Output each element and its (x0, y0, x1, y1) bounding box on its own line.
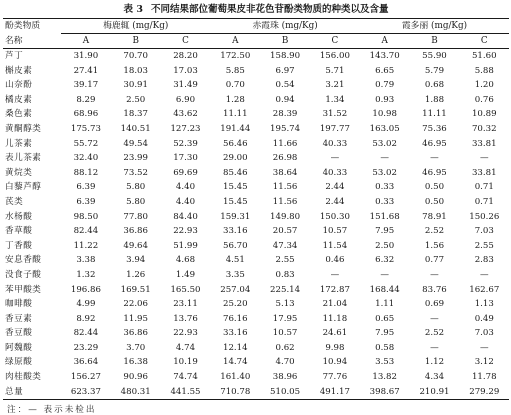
value-cell: — (380, 269, 389, 280)
compound-name-cell: 芦丁 (5, 51, 24, 61)
table-row (3, 253, 509, 268)
value-cell: 13.82 (372, 372, 397, 383)
value-cell: 8.92 (76, 313, 96, 324)
value-cell: — (479, 269, 489, 280)
value-cell: 196.86 (70, 284, 101, 295)
compound-name-cell: 咖啡酸 (5, 299, 33, 310)
value-cell: 7.03 (474, 328, 494, 339)
header-position: A (61, 34, 111, 49)
compound-name-cell: 苯甲酸类 (5, 284, 42, 295)
value-cell: 6.39 (76, 196, 96, 207)
value-cell: 168.44 (369, 284, 400, 295)
value-cell: 11.78 (471, 372, 497, 383)
value-cell: 11.56 (272, 196, 298, 207)
value-cell: 172.50 (220, 51, 251, 61)
value-cell: 10.98 (372, 109, 397, 120)
value-cell: 10.57 (322, 226, 348, 237)
value-cell: 172.87 (319, 284, 350, 295)
value-cell: 17.30 (173, 153, 198, 164)
value-cell: 40.33 (322, 167, 348, 178)
value-cell: 175.73 (70, 123, 101, 134)
table-body (3, 49, 509, 400)
table-row (3, 239, 509, 254)
table-row (3, 297, 509, 312)
value-cell: 398.67 (360, 385, 410, 400)
value-cell: 191.44 (220, 123, 251, 134)
value-cell: 70.32 (471, 123, 497, 134)
compound-name-cell: 水杨酸 (5, 211, 33, 222)
value-cell: 710.78 (210, 385, 260, 400)
value-cell: 36.64 (73, 357, 99, 368)
compound-name-cell: 没食子酸 (5, 269, 42, 280)
value-cell: 31.49 (173, 80, 198, 91)
value-cell: 151.68 (369, 211, 400, 222)
value-cell: 11.54 (322, 240, 348, 251)
value-cell: 22.06 (123, 299, 148, 310)
header-position: A (210, 34, 260, 49)
value-cell: 0.65 (375, 313, 395, 324)
value-cell: 98.50 (73, 211, 99, 222)
value-cell: 197.77 (319, 123, 350, 134)
value-cell: 0.62 (275, 342, 295, 353)
table-row (3, 268, 509, 283)
header-group-merlot: 梅鹿辄 (mg/Kg) (61, 19, 210, 34)
table-row (3, 210, 509, 225)
value-cell: 10.94 (322, 357, 348, 368)
compound-name-cell: 香豆素 (5, 313, 33, 324)
table-row (3, 355, 509, 370)
value-cell: 55.72 (73, 138, 99, 149)
value-cell: 28.20 (173, 51, 198, 61)
value-cell: 3.12 (474, 357, 494, 368)
value-cell: 30.91 (123, 80, 148, 91)
value-cell: 0.50 (424, 196, 445, 207)
value-cell: 1.13 (474, 299, 494, 310)
table-row (3, 385, 509, 400)
value-cell: 156.27 (70, 372, 101, 383)
table-row (3, 107, 509, 122)
value-cell: 1.28 (225, 94, 245, 105)
value-cell: 52.39 (173, 138, 198, 149)
value-cell: 3.35 (225, 269, 245, 280)
value-cell: 0.71 (474, 196, 494, 207)
value-cell: 225.14 (270, 284, 301, 295)
table-row (3, 151, 509, 166)
value-cell: 84.40 (173, 211, 198, 222)
value-cell: 26.98 (272, 153, 298, 164)
value-cell: 6.65 (375, 65, 395, 76)
table-row (3, 370, 509, 385)
compound-name-cell: 橘皮素 (5, 94, 33, 105)
value-cell: 7.03 (474, 226, 494, 237)
value-cell: 53.02 (372, 138, 397, 149)
value-cell: 49.54 (123, 138, 148, 149)
value-cell: 0.76 (474, 94, 494, 105)
value-cell: 0.54 (275, 80, 295, 91)
value-cell: 149.80 (270, 211, 301, 222)
header-group-chardonnay: 霞多丽 (mg/Kg) (360, 19, 509, 34)
value-cell: 11.56 (272, 182, 298, 193)
value-cell: 0.69 (424, 299, 445, 310)
header-row-groups (3, 19, 509, 34)
value-cell: 165.50 (170, 284, 201, 295)
value-cell: 2.83 (474, 255, 494, 266)
document-page (3, 0, 509, 415)
value-cell: 69.69 (173, 167, 198, 178)
compound-name-cell: 肉桂酸类 (5, 372, 42, 383)
value-cell: 33.81 (471, 167, 497, 178)
value-cell: 43.62 (173, 109, 198, 120)
value-cell: 0.79 (375, 80, 395, 91)
compound-name-cell: 黄酮醇类 (5, 123, 42, 134)
value-cell: 5.80 (126, 196, 146, 207)
table-title: 不同结果部位葡萄果皮非花色苷酚类物质的种类以及含量 (150, 4, 389, 15)
value-cell: 4.40 (175, 196, 196, 207)
value-cell: 2.52 (424, 328, 445, 339)
value-cell: 6.39 (76, 182, 96, 193)
table-row (3, 312, 509, 327)
value-cell: 90.96 (123, 372, 148, 383)
value-cell: 7.95 (375, 328, 395, 339)
value-cell: 3.53 (375, 357, 395, 368)
header-position: A (360, 34, 410, 49)
compound-name-cell: 槲皮素 (5, 65, 33, 76)
table-row (3, 180, 509, 195)
value-cell: 10.19 (173, 357, 198, 368)
value-cell: — (380, 153, 389, 164)
value-cell: — (479, 342, 489, 353)
value-cell: 2.50 (375, 240, 395, 251)
value-cell: 0.68 (424, 80, 445, 91)
value-cell: 77.80 (123, 211, 148, 222)
value-cell: 279.29 (459, 385, 509, 400)
table-row (3, 326, 509, 341)
value-cell: 29.00 (222, 153, 248, 164)
compound-name-cell: 香草酸 (5, 226, 33, 237)
value-cell: 23.11 (173, 299, 198, 310)
value-cell: 1.56 (424, 240, 445, 251)
value-cell: 127.23 (170, 123, 201, 134)
value-cell: 3.21 (325, 80, 345, 91)
value-cell: 8.29 (76, 94, 96, 105)
value-cell: 31.52 (322, 109, 348, 120)
value-cell: 40.33 (322, 138, 348, 149)
value-cell: 31.90 (73, 51, 99, 61)
header-position: B (410, 34, 460, 49)
value-cell: 0.93 (375, 94, 395, 105)
value-cell: 3.38 (76, 255, 96, 266)
value-cell: 0.33 (375, 182, 395, 193)
header-position: B (260, 34, 310, 49)
value-cell: 38.96 (272, 372, 298, 383)
value-cell: 9.98 (325, 342, 345, 353)
value-cell: 46.95 (422, 167, 447, 178)
table-note: 注：— 表示未检出 (7, 405, 97, 415)
value-cell: 83.76 (422, 284, 447, 295)
value-cell: 0.77 (424, 255, 445, 266)
value-cell: 21.04 (322, 299, 348, 310)
value-cell: 16.38 (123, 357, 148, 368)
table-row (3, 78, 509, 93)
value-cell: 0.58 (375, 342, 395, 353)
value-cell: 51.99 (173, 240, 198, 251)
value-cell: 2.55 (275, 255, 295, 266)
value-cell: 11.22 (73, 240, 99, 251)
value-cell: 20.57 (272, 226, 298, 237)
value-cell: 68.96 (73, 109, 99, 120)
value-cell: 2.50 (126, 94, 146, 105)
value-cell: 441.55 (161, 385, 211, 400)
value-cell: 32.40 (73, 153, 99, 164)
table-row (3, 49, 509, 64)
value-cell: 15.45 (222, 182, 248, 193)
value-cell: 12.14 (222, 342, 248, 353)
value-cell: 39.17 (73, 80, 99, 91)
value-cell: 13.76 (173, 313, 198, 324)
value-cell: 5.13 (275, 299, 295, 310)
value-cell: 33.16 (222, 328, 248, 339)
compound-name-cell: 山奈酚 (5, 80, 33, 91)
table-row (3, 224, 509, 239)
value-cell: 5.71 (325, 65, 345, 76)
value-cell: 0.83 (275, 269, 295, 280)
value-cell: 22.93 (173, 328, 198, 339)
value-cell: 4.68 (175, 255, 196, 266)
table-row (3, 93, 509, 108)
value-cell: 77.76 (322, 372, 348, 383)
value-cell: 1.12 (424, 357, 445, 368)
table-caption (3, 2, 509, 18)
value-cell: 0.50 (424, 182, 445, 193)
compound-name-cell: 芪类 (5, 196, 24, 207)
value-cell: 210.91 (410, 385, 460, 400)
value-cell: 2.52 (424, 226, 445, 237)
value-cell: 158.90 (270, 51, 301, 61)
compound-name-cell: 表儿茶素 (5, 153, 42, 164)
value-cell: 5.80 (126, 182, 146, 193)
value-cell: 11.18 (322, 313, 348, 324)
value-cell: 510.05 (260, 385, 310, 400)
table-row (3, 122, 509, 137)
header-group-cabernet: 赤霞珠 (mg/Kg) (210, 19, 359, 34)
compound-name-cell: 儿茶素 (5, 138, 33, 149)
value-cell: — (430, 313, 439, 324)
value-cell: 4.51 (225, 255, 245, 266)
value-cell: 53.02 (372, 167, 397, 178)
value-cell: 1.34 (325, 94, 345, 105)
header-position: C (459, 34, 509, 49)
table-row (3, 341, 509, 356)
value-cell: 150.30 (319, 211, 350, 222)
value-cell: 49.64 (123, 240, 148, 251)
value-cell: 56.70 (222, 240, 248, 251)
value-cell: 163.05 (369, 123, 400, 134)
value-cell: 1.49 (175, 269, 196, 280)
value-cell: 143.70 (369, 51, 400, 61)
value-cell: — (430, 342, 439, 353)
value-cell: 4.34 (424, 372, 445, 383)
compound-name-cell: 桑色素 (5, 109, 33, 120)
value-cell: 140.51 (120, 123, 151, 134)
value-cell: 22.93 (173, 226, 198, 237)
header-position: C (310, 34, 360, 49)
value-cell: 18.37 (123, 109, 148, 120)
value-cell: 11.95 (123, 313, 148, 324)
value-cell: 6.32 (375, 255, 395, 266)
value-cell: 6.97 (275, 65, 295, 76)
value-cell: 1.26 (126, 269, 146, 280)
value-cell: 46.95 (422, 138, 447, 149)
value-cell: 7.95 (375, 226, 395, 237)
header-position: B (111, 34, 161, 49)
value-cell: 2.44 (325, 182, 345, 193)
compound-name-cell: 阿魏酸 (5, 342, 33, 353)
value-cell: 25.20 (222, 299, 248, 310)
value-cell: 38.64 (272, 167, 298, 178)
value-cell: — (479, 153, 489, 164)
value-cell: — (330, 269, 340, 280)
value-cell: 169.51 (120, 284, 151, 295)
value-cell: 2.44 (325, 196, 345, 207)
value-cell: 36.86 (123, 328, 148, 339)
value-cell: 0.46 (325, 255, 345, 266)
value-cell: 36.86 (123, 226, 148, 237)
header-row-positions (3, 34, 509, 49)
value-cell: 55.90 (422, 51, 447, 61)
compound-name-cell: 白藜芦醇 (5, 182, 42, 193)
value-cell: 78.91 (422, 211, 447, 222)
value-cell: 0.71 (474, 182, 494, 193)
value-cell: 28.39 (272, 109, 298, 120)
value-cell: — (330, 153, 340, 164)
compound-name-cell: 香豆酸 (5, 328, 33, 339)
compound-name-cell: 安息香酸 (5, 255, 42, 266)
table-number: 表 3 (123, 4, 143, 15)
value-cell: 0.94 (275, 94, 295, 105)
value-cell: 14.74 (222, 357, 248, 368)
value-cell: 257.04 (220, 284, 251, 295)
value-cell: 33.16 (222, 226, 248, 237)
value-cell: 159.31 (220, 211, 251, 222)
header-compound-class: 酚类物质 (3, 19, 61, 34)
value-cell: 4.40 (175, 182, 196, 193)
value-cell: 27.41 (73, 65, 99, 76)
value-cell: 10.89 (471, 109, 497, 120)
value-cell: 10.57 (272, 328, 298, 339)
header-position: C (161, 34, 211, 49)
value-cell: 18.03 (123, 65, 148, 76)
value-cell: 23.99 (123, 153, 148, 164)
table-row (3, 137, 509, 152)
value-cell: — (430, 269, 439, 280)
value-cell: 1.32 (76, 269, 96, 280)
value-cell: 1.88 (424, 94, 445, 105)
compound-name-cell: 绿原酸 (5, 357, 33, 368)
value-cell: 5.85 (225, 65, 245, 76)
value-cell: 491.17 (310, 385, 360, 400)
value-cell: 82.44 (73, 328, 99, 339)
value-cell: 23.29 (73, 342, 99, 353)
value-cell: 0.33 (375, 196, 395, 207)
value-cell: 75.36 (422, 123, 447, 134)
value-cell: 0.70 (225, 80, 245, 91)
value-cell: 195.74 (270, 123, 301, 134)
value-cell: 6.90 (175, 94, 196, 105)
value-cell: 5.88 (474, 65, 494, 76)
table-row (3, 64, 509, 79)
value-cell: 3.70 (126, 342, 146, 353)
value-cell: 162.67 (469, 284, 500, 295)
value-cell: — (430, 153, 439, 164)
value-cell: 51.60 (471, 51, 497, 61)
value-cell: 5.79 (424, 65, 445, 76)
value-cell: 156.00 (319, 51, 350, 61)
value-cell: 47.34 (272, 240, 298, 251)
value-cell: 480.31 (111, 385, 161, 400)
value-cell: 70.70 (123, 51, 148, 61)
value-cell: 4.99 (76, 299, 96, 310)
value-cell: 88.12 (73, 167, 99, 178)
value-cell: 15.45 (222, 196, 248, 207)
value-cell: 85.46 (222, 167, 248, 178)
header-compound-name: 名称 (3, 34, 61, 49)
value-cell: 4.74 (175, 342, 196, 353)
value-cell: 17.95 (272, 313, 298, 324)
compound-name-cell: 丁香酸 (5, 240, 33, 251)
value-cell: 0.49 (474, 313, 494, 324)
value-cell: 150.26 (469, 211, 500, 222)
value-cell: 161.40 (220, 372, 251, 383)
table-row (3, 283, 509, 298)
value-cell: 3.94 (126, 255, 146, 266)
table-row (3, 195, 509, 210)
value-cell: 17.03 (173, 65, 198, 76)
value-cell: 76.16 (222, 313, 248, 324)
value-cell: 1.11 (375, 299, 395, 310)
value-cell: 4.70 (275, 357, 295, 368)
phenolics-table (3, 18, 509, 400)
value-cell: 33.81 (471, 138, 497, 149)
value-cell: 73.52 (123, 167, 148, 178)
value-cell: 11.11 (222, 109, 248, 120)
value-cell: 11.66 (272, 138, 298, 149)
table-row (3, 166, 509, 181)
value-cell: 2.55 (474, 240, 494, 251)
value-cell: 74.74 (173, 372, 198, 383)
value-cell: 24.61 (322, 328, 348, 339)
value-cell: 623.37 (61, 385, 111, 400)
compound-name-cell: 总量 (3, 385, 61, 400)
value-cell: 11.11 (422, 109, 447, 120)
value-cell: 56.46 (222, 138, 248, 149)
value-cell: 1.20 (474, 80, 494, 91)
value-cell: 82.44 (73, 226, 99, 237)
compound-name-cell: 黄烷类 (5, 167, 33, 178)
